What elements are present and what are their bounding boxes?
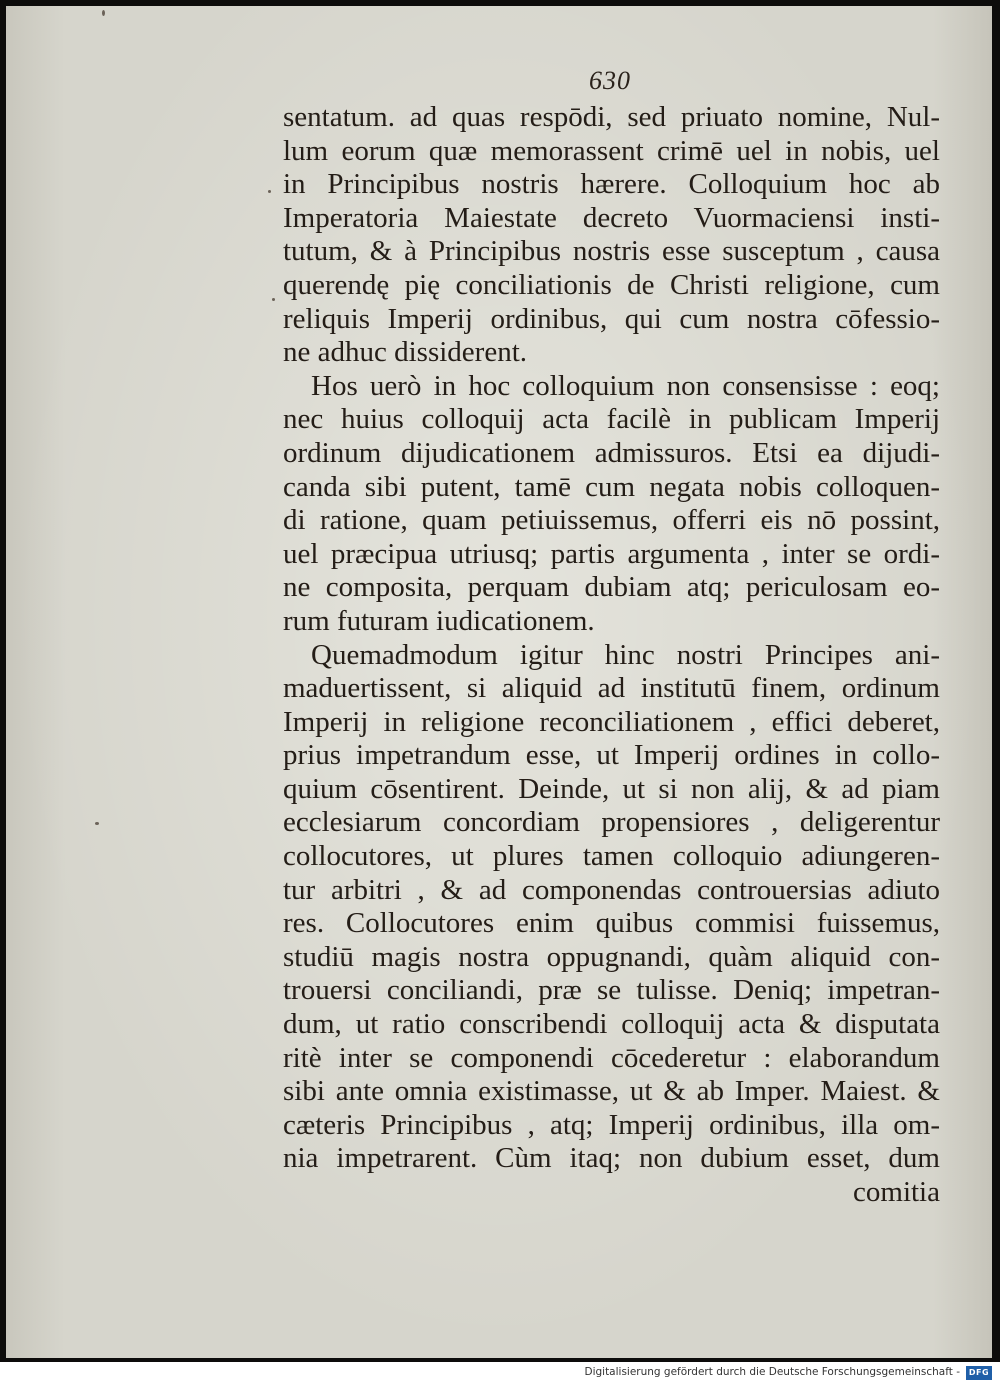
text-line: in Principibus nostris hærere. Colloquium hoc ab [283,168,940,201]
text-line: dum, ut ratio conscribendi colloquij acta & disputata [283,1008,940,1041]
dfg-logo: DFG [966,1366,992,1380]
funding-credit: Digitalisierung gefördert durch die Deutsche Forschungsgemeinschaft - [584,1366,960,1378]
text-line: collocutores, ut plures tamen colloquio adiungeren- [283,840,940,873]
text-line: cæteris Principibus , atq; Imperij ordinibus, illa om- [283,1108,940,1141]
text-line: querendę pię conciliationis de Christi religione, cum [283,268,940,301]
paper-speck [272,298,275,301]
text-line: reliquis Imperij ordinibus, qui cum nostra cōfessio- [283,302,940,335]
paper-speck [95,822,99,825]
text-line: sibi ante omnia existimasse, ut & ab Imper. Maiest. & [283,1075,940,1108]
text-line: ecclesiarum concordiam propensiores , deligerentur [283,806,940,839]
paper-speck [268,190,271,193]
text-line: maduertissent, si aliquid ad institutū finem, ordinum [283,672,940,705]
text-line: Quemadmodum igitur hinc nostri Principes ani- [311,638,940,671]
text-line: rum futuram iudicationem. [283,604,595,637]
text-line: ne adhuc dissiderent. [283,336,528,369]
text-line: Imperij in religione reconciliationem , effici deberet, [283,705,940,738]
text-line: tutum, & à Principibus nostris esse susceptum , causa [283,235,940,268]
page-number: 630 [589,66,631,95]
body-text [283,101,940,1210]
text-line: tur arbitri , & ad componendas controuersias adiuto [283,873,940,906]
text-line: uel præcipua utriusq; partis argumenta , inter se ordi- [283,537,940,570]
text-line: nia impetrarent. Cùm itaq; non dubium esset, dum [283,1142,940,1175]
text-line: trouersi conciliandi, præ se tulisse. Deniq; impetran- [283,974,940,1007]
text-line: lum eorum quæ memorassent crimē uel in nobis, uel [283,134,940,167]
catchword: comitia [853,1176,940,1208]
text-line: ne composita, perquam dubiam atq; periculosam eo- [283,571,940,604]
text-line: canda sibi putent, tamē cum negata nobis colloquen- [283,470,940,503]
footer-bar [0,1362,1000,1385]
text-line: ordinum dijudicationem admissuros. Etsi ea dijudi- [283,436,940,469]
text-line: res. Collocutores enim quibus commisi fuissemus, [283,907,940,940]
text-line: di ratione, quam petiuissemus, offerri eis nō possint, [283,504,940,537]
text-line: nec huius colloquij acta facilè in publicam Imperij [283,403,940,436]
paper-speck [102,10,105,16]
text-line: Imperatoria Maiestate decreto Vuormaciensi insti- [283,201,940,234]
text-line: Hos uerò in hoc colloquium non consensisse : eoq; [311,369,940,402]
text-line: ritè inter se componendi cōcederetur : elaborandum [283,1041,940,1074]
text-line: prius impetrandum esse, ut Imperij ordines in collo- [283,739,940,772]
text-line: sentatum. ad quas respōdi, sed priuato nomine, Nul- [283,101,940,133]
text-line: studiū magis nostra oppugnandi, quàm aliquid con- [283,940,940,973]
text-line: quium cōsentirent. Deinde, ut si non alij, & ad piam [283,772,940,805]
